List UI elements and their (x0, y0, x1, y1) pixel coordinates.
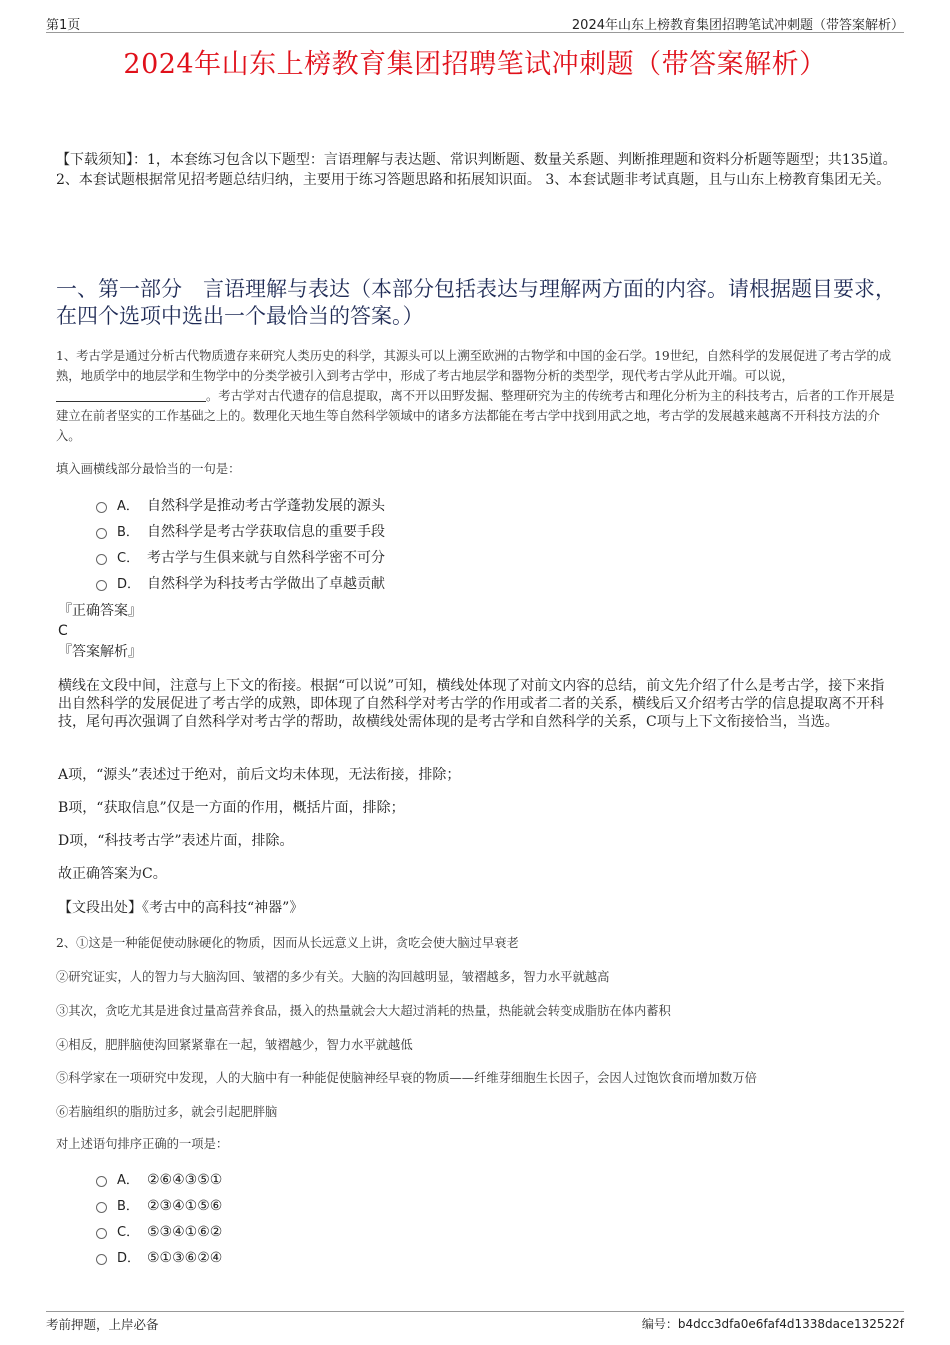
radio-icon[interactable] (96, 554, 107, 565)
radio-icon[interactable] (96, 580, 107, 591)
analysis-label: 『答案解析』 (58, 644, 142, 660)
question-1-option-c[interactable]: C． 考古学与生俱来就与自然科学密不可分 (96, 547, 385, 569)
question-1-option-d[interactable]: D． 自然科学为科技考古学做出了卓越贡献 (96, 573, 385, 595)
page-header (46, 14, 904, 33)
page-number: 第1页 (46, 18, 81, 33)
footer-slogan: 考前押题，上岸必备 (46, 1317, 159, 1332)
question-2-option-b[interactable]: B． ②③④①⑤⑥ (96, 1195, 222, 1217)
download-notice: 【下载须知】：1，本套练习包含以下题型：言语理解与表达题、常识判断题、数量关系题、判断推理题和资料分析题等题型；共135道。 2、本套试题根据常见招考题总结归纳，主要用于练习答题思路和拓展知识面。 3、本套试题非考试真题，且与山东上榜教育集团无关。 (56, 152, 897, 188)
passage-source: 【文段出处】《考古中的高科技“神器”》 (58, 900, 304, 916)
document-id: 编号：b4dcc3dfa0e6faf4d1338dace132522f (641, 1317, 904, 1331)
question-1-text-before: 1、考古学是通过分析古代物质遗存来研究人类历史的科学，其源头可以上溯至欧洲的古物学和中国的金石学。19世纪，自然科学的发展促进了考古学的成熟，地质学中的地层学和生物学中的分类学被引入到考古学中，形成了考古地层学和器物分析的类型学，现代考古学从此开端。可以说， (56, 349, 892, 383)
section-heading: 一、第一部分 言语理解与表达（本部分包括表达与理解两方面的内容。请根据题目要求，在四个选项中选出一个最恰当的答案。） (56, 277, 896, 328)
analysis-text: 横线在文段中间，注意与上下文的衔接。根据“可以说”可知，横线处体现了对前文内容的总结，前文先介绍了什么是考古学，接下来指出自然科学的发展促进了考古学的成熟，即体现了自然科学对考古学的作用或者二者的关系，横线后又介绍考古学的信息提取离不开科技，尾句再次强调了自然科学对考古学的帮助，故横线处需体现的是考古学和自然科学的关系，C项与上下文衔接恰当，当选。 (58, 678, 885, 730)
question-2-sentence-4: ④相反，肥胖脑使沟回紧紧靠在一起，皱褶越少，智力水平就越低 (56, 1038, 413, 1052)
radio-icon[interactable] (96, 1202, 107, 1213)
fill-blank (56, 389, 206, 402)
question-2-option-a[interactable]: A． ②⑥④③⑤① (96, 1169, 222, 1191)
question-2-sentence-2: ②研究证实，人的智力与大脑沟回、皱褶的多少有关。大脑的沟回越明显，皱褶越多，智力水平就越高 (56, 970, 610, 984)
question-2-prompt: 对上述语句排序正确的一项是： (56, 1137, 229, 1151)
question-2-sentence-6: ⑥若脑组织的脂肪过多，就会引起肥胖脑 (56, 1105, 278, 1119)
analysis-option-a: A项，“源头”表述过于绝对，前后文均未体现，无法衔接，排除； (58, 767, 461, 783)
question-2-option-c[interactable]: C． ⑤③④①⑥② (96, 1221, 222, 1243)
question-2-sentence-3: ③其次，贪吃尤其是进食过量高营养食品，摄入的热量就会大大超过消耗的热量，热能就会转变成脂肪在体内蓄积 (56, 1004, 671, 1018)
analysis-option-b: B项，“获取信息”仅是一方面的作用，概括片面，排除； (58, 800, 405, 816)
question-2-option-d[interactable]: D． ⑤①③⑥②④ (96, 1247, 222, 1269)
question-1-text-after: 。考古学对古代遗存的信息提取，离不开以田野发掘、整理研究为主的传统考古和理化分析为主的科技考古，后者的工作开展是建立在前者坚实的工作基础之上的。数理化天地生等自然科学领域中的诸多方法都能在考古学中找到用武之地，考古学的发展越来越离不开科技方法的介入。 (56, 389, 895, 443)
question-1-text (56, 346, 898, 446)
radio-icon[interactable] (96, 528, 107, 539)
question-1-prompt: 填入画横线部分最恰当的一句是： (56, 462, 241, 476)
correct-answer: C (58, 623, 68, 639)
question-2-sentence-1: 2、①这是一种能促使动脉硬化的物质，因而从长远意义上讲，贪吃会使大脑过早衰老 (56, 936, 519, 950)
analysis-option-d: D项，“科技考古学”表述片面，排除。 (58, 833, 294, 849)
radio-icon[interactable] (96, 1228, 107, 1239)
radio-icon[interactable] (96, 1176, 107, 1187)
answer-label: 『正确答案』 (58, 603, 142, 619)
header-doc-title: 2024年山东上榜教育集团招聘笔试冲刺题（带答案解析） (571, 18, 904, 33)
question-1-option-b[interactable]: B． 自然科学是考古学获取信息的重要手段 (96, 521, 385, 543)
radio-icon[interactable] (96, 1254, 107, 1265)
radio-icon[interactable] (96, 502, 107, 513)
question-1-option-a[interactable]: A． 自然科学是推动考古学蓬勃发展的源头 (96, 495, 385, 517)
document-title: 2024年山东上榜教育集团招聘笔试冲刺题（带答案解析） (123, 49, 827, 80)
analysis-conclusion: 故正确答案为C。 (58, 866, 167, 882)
page-footer (46, 1311, 904, 1333)
question-2-sentence-5: ⑤科学家在一项研究中发现，人的大脑中有一种能促使脑神经早衰的物质——纤维芽细胞生长因子，会因人过饱饮食而增加数万倍 (56, 1071, 757, 1085)
